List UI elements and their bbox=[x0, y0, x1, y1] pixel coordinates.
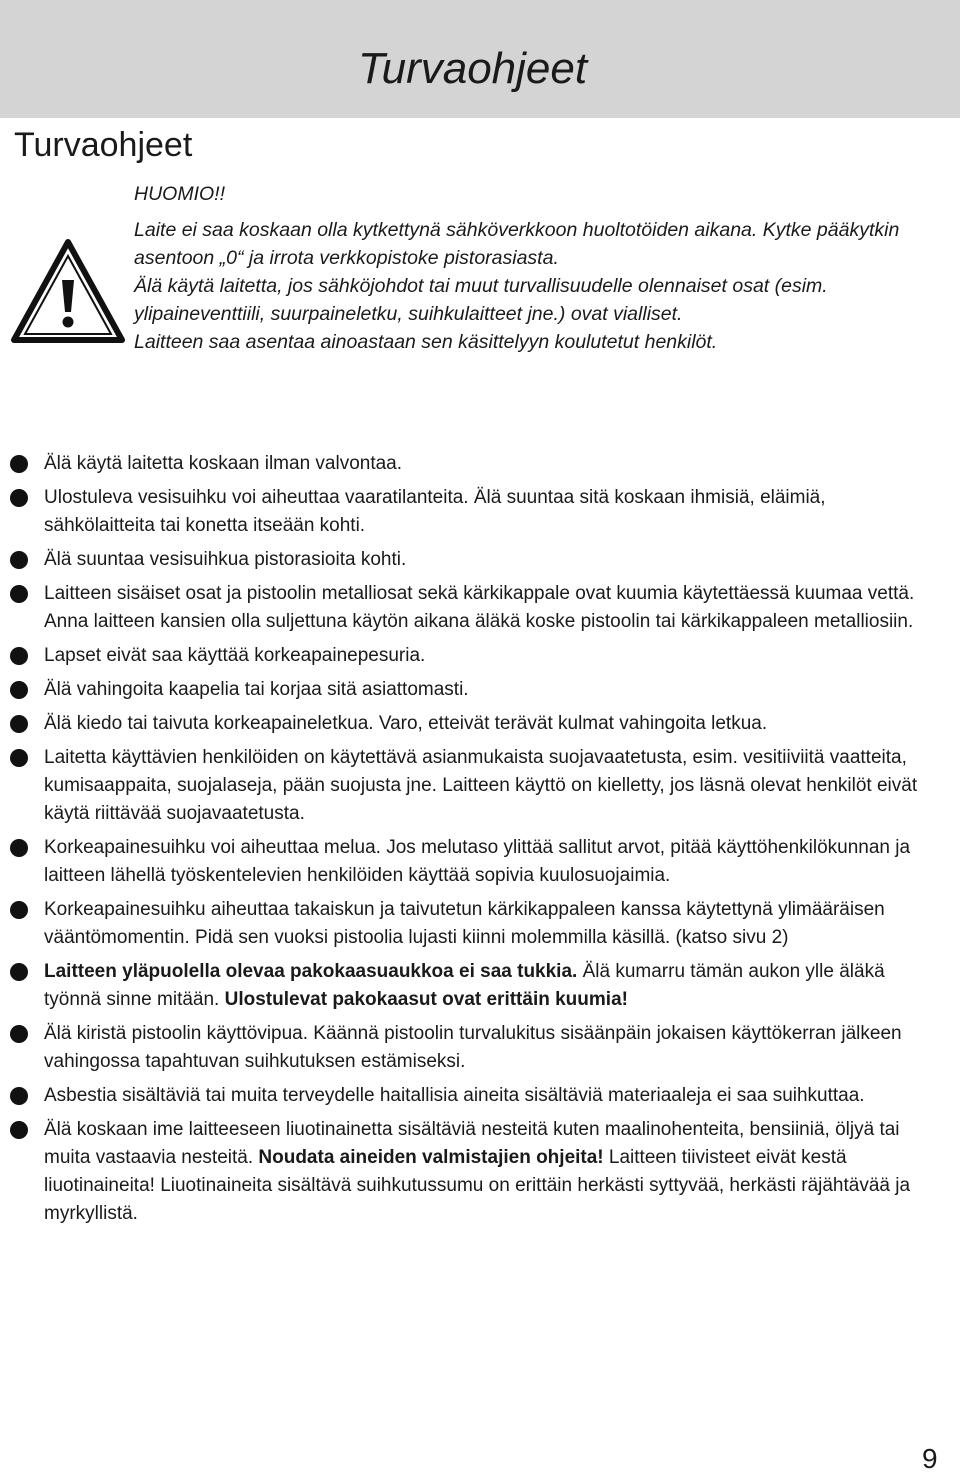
bullet-icon bbox=[10, 647, 28, 665]
list-item: Korkeapainesuihku aiheuttaa takaiskun ja taivutetun kärkikappaleen kanssa käytettynä ylimääräisen vääntömomentin. Pidä sen vuoksi pistoolia lujasti kiinni molemmilla käsillä. (katso sivu 2) bbox=[0, 896, 960, 952]
page-number: 9 bbox=[922, 1443, 938, 1474]
list-item: Asbestia sisältäviä tai muita terveydelle haitallisia aineita sisältäviä materiaaleja ei saa suihkuttaa. bbox=[0, 1082, 960, 1110]
bullet-icon bbox=[10, 681, 28, 699]
list-item: Älä koskaan ime laitteeseen liuotinainetta sisältäviä nesteitä kuten maalinohenteita, bensiiniä, öljyä tai muita vastaavia nesteitä. Noudata aineiden valmistajien ohjeita! Laitteen tiivisteet eivät kestä liuotinaineita! Liuotinaineita sisältävä suihkutussumu on erittäin herkästi syttyvää, herkästi räjähtävää ja myrkyllistä. bbox=[0, 1116, 960, 1228]
bullet-icon bbox=[10, 585, 28, 603]
header-band bbox=[0, 0, 960, 118]
section-title: Turvaohjeet bbox=[14, 126, 193, 164]
list-item: Laitteen sisäiset osat ja pistoolin metalliosat sekä kärkikappale ovat kuumia käytettäessä kuumaa vettä. Anna laitteen kansien olla suljettuna käytön aikana äläkä koske pistoolin tai kärkikappaleen metalliosiin. bbox=[0, 580, 960, 636]
header-title: Turvaohjeet bbox=[358, 44, 588, 93]
warning-triangle-icon bbox=[10, 238, 126, 344]
bullet-icon bbox=[10, 551, 28, 569]
bullet-icon bbox=[10, 489, 28, 507]
warning-notice: HUOMIO!! bbox=[134, 183, 225, 205]
bullet-icon bbox=[10, 963, 28, 981]
warning-line-installation: Laitteen saa asentaa ainoastaan sen käsittelyyn koulutetut henkilöt. bbox=[134, 331, 718, 353]
list-item: Älä suuntaa vesisuihkua pistorasioita kohti. bbox=[0, 546, 960, 574]
bullet-icon bbox=[10, 1121, 28, 1139]
warning-block bbox=[134, 180, 954, 356]
bullet-icon bbox=[10, 749, 28, 767]
warning-line-power: Laite ei saa koskaan olla kytkettynä sähköverkkoon huoltotöiden aikana. Kytke pääkytkin asentoon „0“ ja irrota verkkopistoke pistorasiasta. bbox=[134, 219, 900, 269]
list-item: Korkeapainesuihku voi aiheuttaa melua. Jos melutaso ylittää sallitut arvot, pitää käyttöhenkilökunnan ja laitteen lähellä työskentelevien henkilöiden käyttää sopivia kuulosuojaimia. bbox=[0, 834, 960, 890]
list-item: Älä vahingoita kaapelia tai korjaa sitä asiattomasti. bbox=[0, 676, 960, 704]
safety-rules-list bbox=[0, 450, 960, 1234]
list-item: Älä kiedo tai taivuta korkeapaineletkua. Varo, etteivät terävät kulmat vahingoita letkua. bbox=[0, 710, 960, 738]
list-item: Lapset eivät saa käyttää korkeapainepesuria. bbox=[0, 642, 960, 670]
bullet-icon bbox=[10, 901, 28, 919]
list-item: Laitetta käyttävien henkilöiden on käytettävä asianmukaista suojavaatetusta, esim. vesitiiviitä vaatteita, kumisaappaita, suojalaseja, pään suojusta jne. Laitteen käyttö on kielletty, jos läsnä olevat henkilöt eivät käytä riittävää suojavaatetusta. bbox=[0, 744, 960, 828]
list-item: Ulostuleva vesisuihku voi aiheuttaa vaaratilanteita. Älä suuntaa sitä koskaan ihmisiä, eläimiä, sähkölaitteita tai konetta itseään kohti. bbox=[0, 484, 960, 540]
warning-line-damaged-parts: Älä käytä laitetta, jos sähköjohdot tai muut turvallisuudelle olennaiset osat (esim. ylipaineventtiili, suurpaineletku, suihkulaitteet jne.) ovat vialliset. bbox=[134, 275, 828, 325]
bullet-icon bbox=[10, 1025, 28, 1043]
bullet-icon bbox=[10, 715, 28, 733]
bullet-icon bbox=[10, 455, 28, 473]
list-item: Laitteen yläpuolella olevaa pakokaasuaukkoa ei saa tukkia. Älä kumarru tämän aukon ylle äläkä työnnä sinne mitään. Ulostulevat pakokaasut ovat erittäin kuumia! bbox=[0, 958, 960, 1014]
bullet-icon bbox=[10, 1087, 28, 1105]
list-item: Älä kiristä pistoolin käyttövipua. Käännä pistoolin turvalukitus sisäänpäin jokaisen käyttökerran jälkeen vahingossa tapahtuvan suihkutuksen estämiseksi. bbox=[0, 1020, 960, 1076]
list-item: Älä käytä laitetta koskaan ilman valvontaa. bbox=[0, 450, 960, 478]
bullet-icon bbox=[10, 839, 28, 857]
